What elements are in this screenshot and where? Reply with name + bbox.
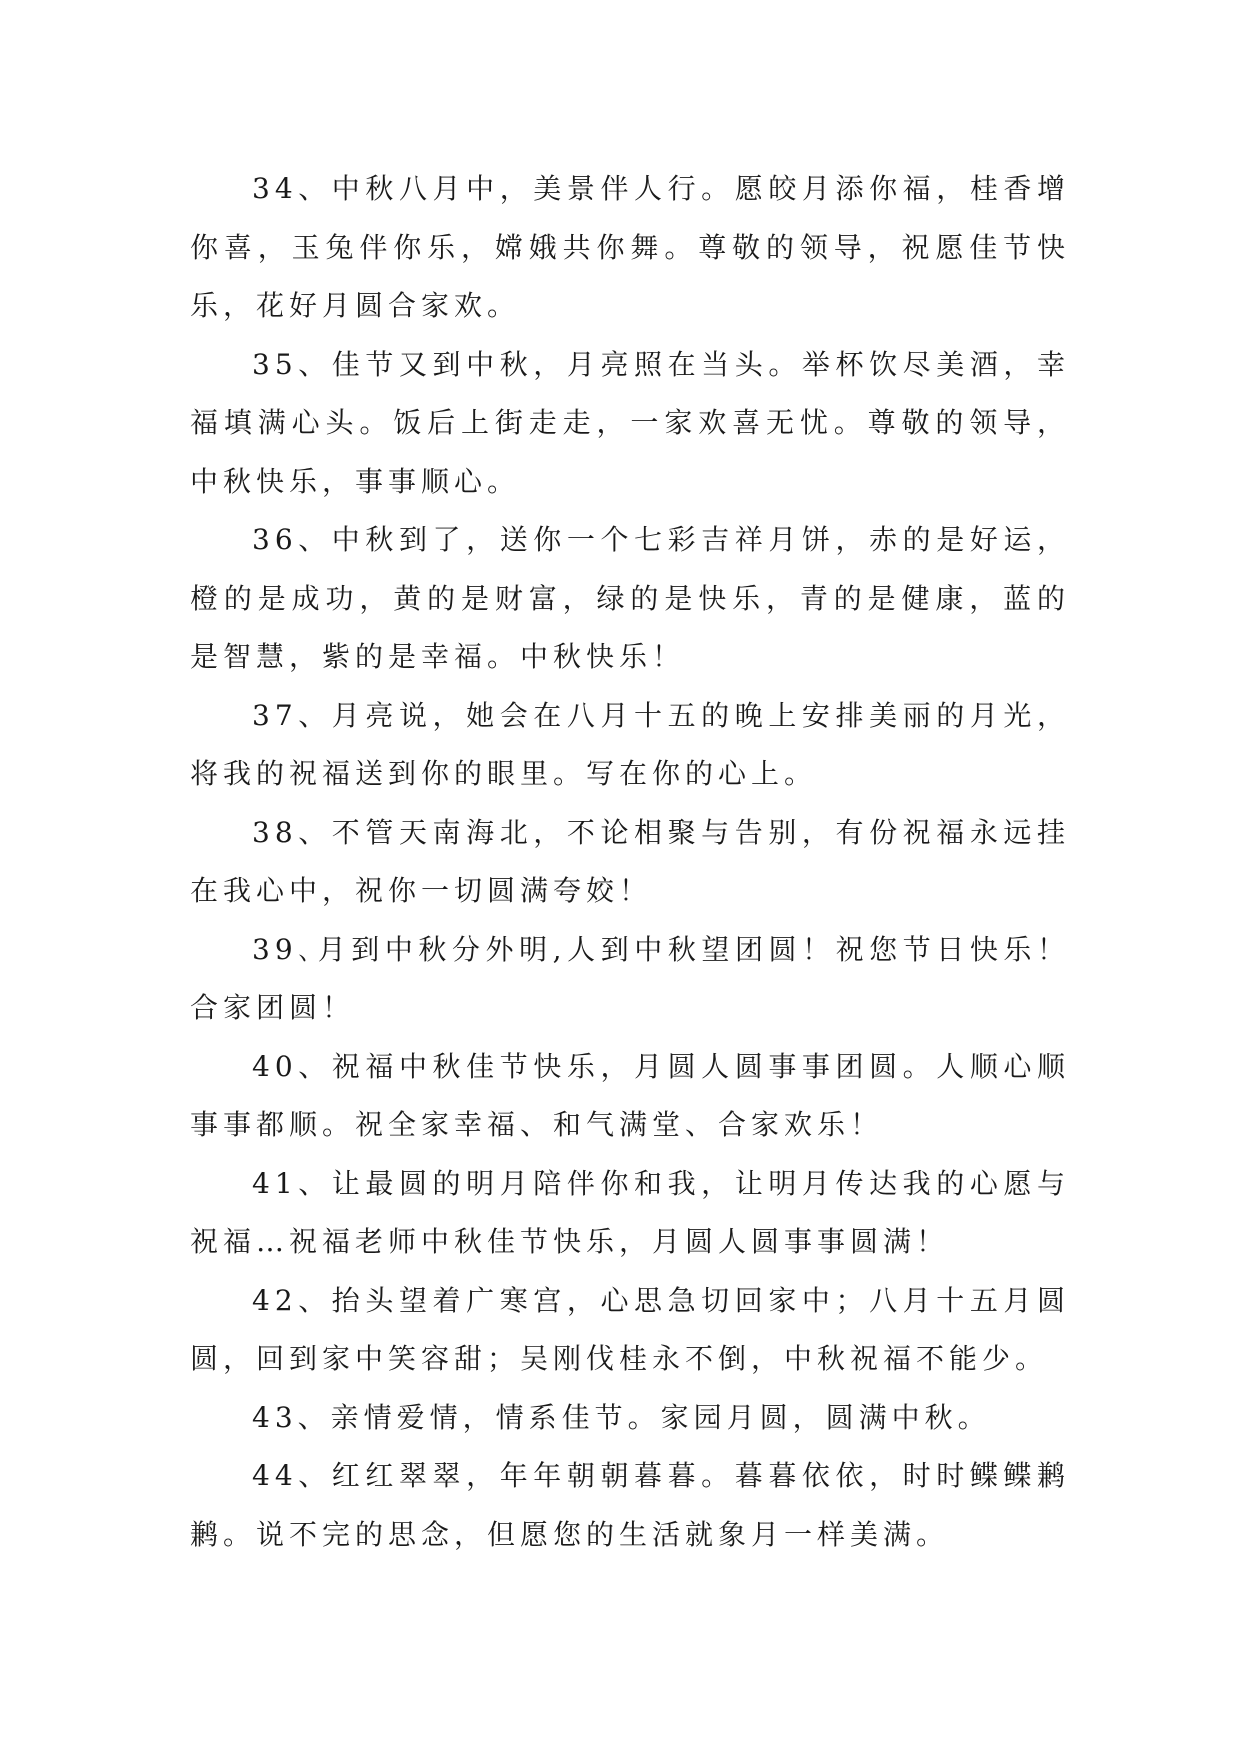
paragraph-41: 41、让最圆的明月陪伴你和我，让明月传达我的心愿与祝福…祝福老师中秋佳节快乐，月圆人圆事事圆满！ (190, 1166, 1070, 1258)
document-body (190, 160, 1070, 1564)
paragraph-36: 36、中秋到了，送你一个七彩吉祥月饼，赤的是好运，橙的是成功，黄的是财富，绿的是快乐，青的是健康，蓝的是智慧，紫的是幸福。中秋快乐！ (190, 523, 1070, 673)
paragraph-40: 40、祝福中秋佳节快乐，月圆人圆事事团圆。人顺心顺事事都顺。祝全家幸福、和气满堂、合家欢乐！ (190, 1049, 1070, 1141)
paragraph-43: 43、亲情爱情，情系佳节。家园月圆，圆满中秋。 (252, 1400, 991, 1434)
paragraph-34: 34、中秋八月中，美景伴人行。愿皎月添你福，桂香增你喜，玉兔伴你乐，嫦娥共你舞。尊敬的领导，祝愿佳节快乐，花好月圆合家欢。 (190, 172, 1070, 322)
paragraph-35: 35、佳节又到中秋，月亮照在当头。举杯饮尽美酒，幸福填满心头。饭后上街走走，一家欢喜无忧。尊敬的领导，中秋快乐，事事顺心。 (190, 347, 1070, 498)
paragraph-39: 39､月到中秋分外明,人到中秋望团圆！祝您节日快乐！合家团圆！ (190, 932, 1070, 1024)
paragraph-44: 44、红红翠翠，年年朝朝暮暮。暮暮依依，时时鲽鲽鹣鹣。说不完的思念，但愿您的生活就象月一样美满。 (190, 1459, 1070, 1551)
paragraph-37: 37、月亮说，她会在八月十五的晚上安排美丽的月光，将我的祝福送到你的眼里。写在你的心上。 (190, 698, 1070, 790)
paragraph-38: 38、不管天南海北，不论相聚与告别，有份祝福永远挂在我心中，祝你一切圆满夸姣！ (190, 815, 1070, 907)
paragraph-42: 42、抬头望着广寒宫，心思急切回家中；八月十五月圆圆，回到家中笑容甜；吴刚伐桂永不倒，中秋祝福不能少。 (190, 1283, 1070, 1375)
